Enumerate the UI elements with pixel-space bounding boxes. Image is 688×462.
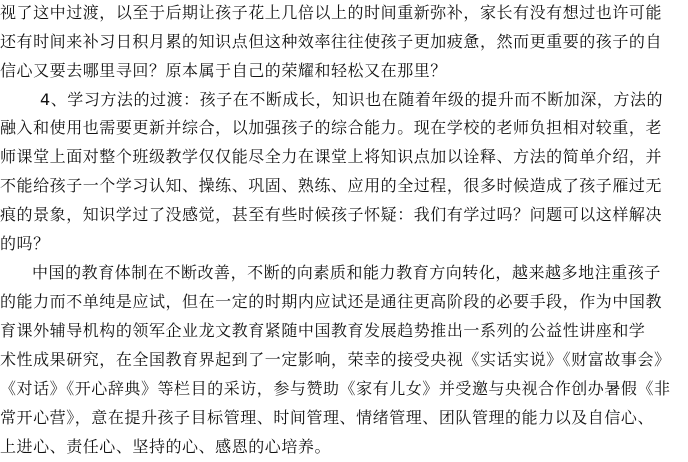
text-line: 痕的景象，知识学过了没感觉，甚至有些时候孩子怀疑：我们有学过吗？问题可以这样解决 bbox=[0, 205, 663, 224]
text-line: 中国的教育体制在不断改善，不断的向素质和能力教育方向转化，越来越多地注重孩子 bbox=[32, 263, 661, 282]
text-line: 《对话》《开心辞典》等栏目的采访，参与赞助《家有儿女》并受邀与央视合作创办暑假《非 bbox=[0, 379, 671, 398]
text-line: 的能力而不单纯是应试，但在一定的时期内应试还是通往更高阶段的必要手段，作为中国教 bbox=[0, 292, 663, 311]
text-line: 常开心营》，意在提升孩子目标管理、时间管理、情绪管理、团队管理的能力以及自信心、 bbox=[0, 408, 655, 427]
text-line: 视了这中过渡，以至于后期让孩子花上几倍以上的时间重新弥补，家长有没有想过也许可能 bbox=[0, 3, 663, 22]
text-line: 信心又要去哪里寻回？原本属于自己的荣耀和轻松又在那里？ bbox=[0, 61, 447, 80]
text-line: 师课堂上面对整个班级教学仅仅能尽全力在课堂上将知识点加以诠释、方法的简单介绍，并 bbox=[0, 147, 663, 166]
text-line: 不能给孩子一个学习认知、操练、巩固、熟练、应用的全过程，很多时候造成了孩子雁过无 bbox=[0, 176, 663, 195]
text-line: 术性成果研究，在全国教育界起到了一定影响，荣幸的接受央视《实话实说》《财富故事会》 bbox=[0, 350, 671, 369]
text-line: 育课外辅导机构的领军企业龙文教育紧随中国教育发展趋势推出一系列的公益性讲座和学 bbox=[0, 321, 646, 340]
text-line: 还有时间来补习日积月累的知识点但这种效率往往使孩子更加疲惫，然而更重要的孩子的自 bbox=[0, 32, 663, 51]
text-line: 的吗？ bbox=[0, 234, 50, 253]
text-line: 上进心、责任心、坚持的心、感恩的心培养。 bbox=[0, 437, 332, 456]
text-line: 融入和使用也需要更新并综合，以加强孩子的综合能力。现在学校的老师负担相对较重，老 bbox=[0, 118, 663, 137]
text-line: 4、学习方法的过渡：孩子在不断成长，知识也在随着年级的提升而不断加深，方法的 bbox=[40, 90, 664, 109]
